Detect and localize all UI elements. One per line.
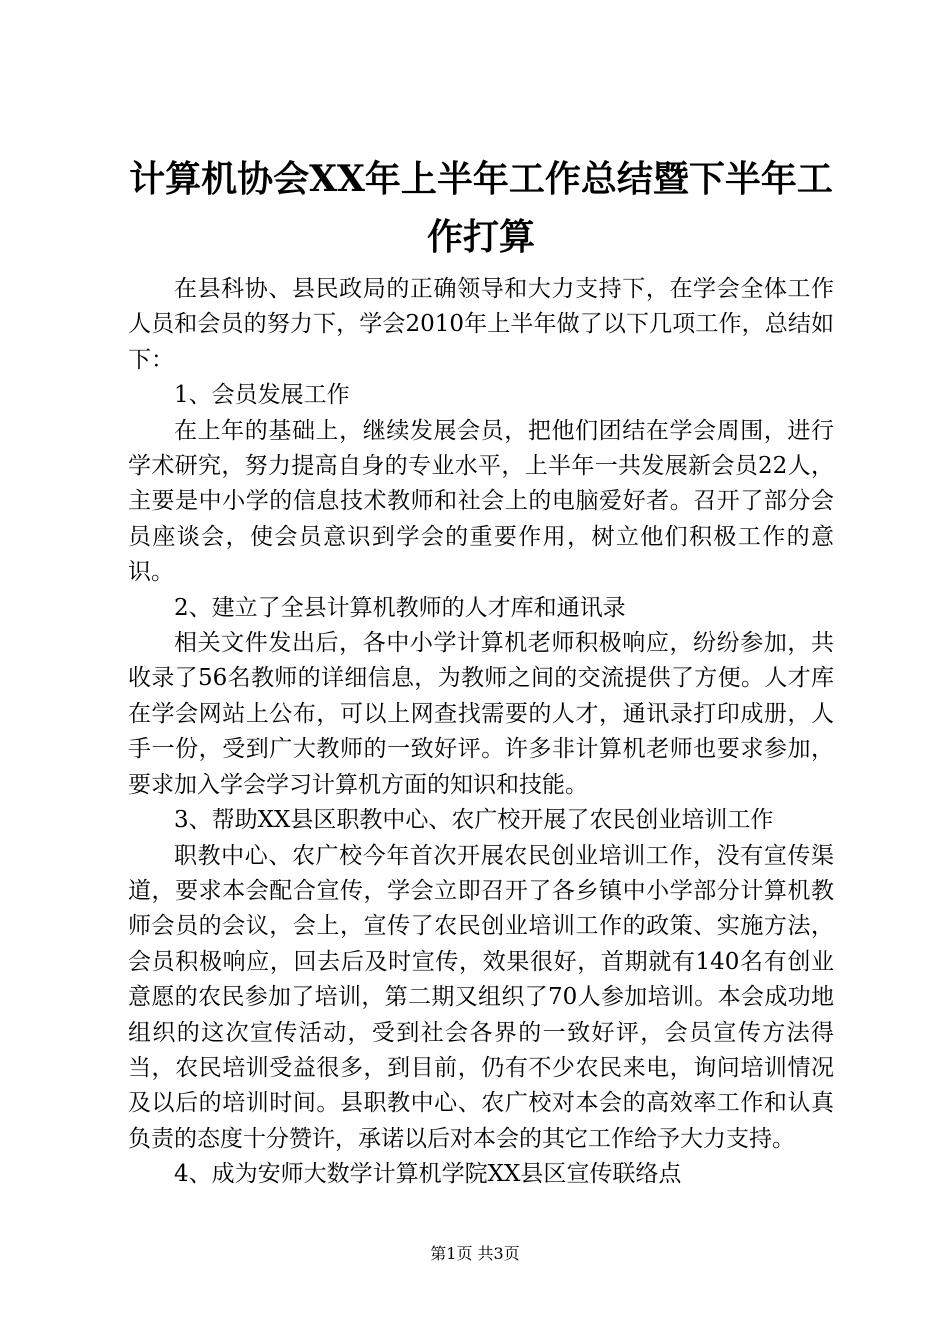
document-body	[128, 272, 834, 1193]
document-title: 计算机协会XX年上半年工作总结暨下半年工作打算	[129, 158, 833, 258]
section-heading-3: 3、帮助XX县区职教中心、农广校开展了农民创业培训工作	[174, 807, 774, 834]
paragraph-intro: 在县科协、县民政局的正确领导和大力支持下，在学会全体工作人员和会员的努力下，学会2010年上半年做了以下几项工作，总结如下：	[128, 276, 834, 373]
section-heading-2: 2、建立了全县计算机教师的人才库和通讯录	[174, 594, 626, 621]
section-heading-1: 1、会员发展工作	[174, 382, 350, 409]
page-footer: 第1页 共3页	[430, 1244, 520, 1263]
document-page	[128, 150, 834, 1193]
paragraph-3: 职教中心、农广校今年首次开展农民创业培训工作，没有宣传渠道，要求本会配合宣传，学会立即召开了各乡镇中小学部分计算机教师会员的会议，会上，宣传了农民创业培训工作的政策、实施方法，会员积极响应，回去后及时宣传，效果很好，首期就有140名有创业意愿的农民参加了培训，第二期又组织了70人参加培训。本会成功地组织的这次宣传活动，受到社会各界的一致好评，会员宣传方法得当，农民培训受益很多，到目前，仍有不少农民来电，询问培训情况及以后的培训时间。县职教中心、农广校对本会的高效率工作和认真负责的态度十分赞许，承诺以后对本会的其它工作给予大力支持。	[128, 842, 834, 1152]
section-heading-4: 4、成为安师大数学计算机学院XX县区宣传联络点	[174, 1161, 682, 1188]
paragraph-2: 相关文件发出后，各中小学计算机老师积极响应，纷纷参加，共收录了56名教师的详细信息，为教师之间的交流提供了方便。人才库在学会网站上公布，可以上网查找需要的人才，通讯录打印成册，人手一份，受到广大教师的一致好评。许多非计算机老师也要求参加，要求加入学会学习计算机方面的知识和技能。	[128, 630, 834, 798]
paragraph-1: 在上年的基础上，继续发展会员，把他们团结在学会周围，进行学术研究，努力提高自身的专业水平，上半年一共发展新会员22人，主要是中小学的信息技术教师和社会上的电脑爱好者。召开了部分会员座谈会，使会员意识到学会的重要作用，树立他们积极工作的意识。	[128, 417, 834, 586]
